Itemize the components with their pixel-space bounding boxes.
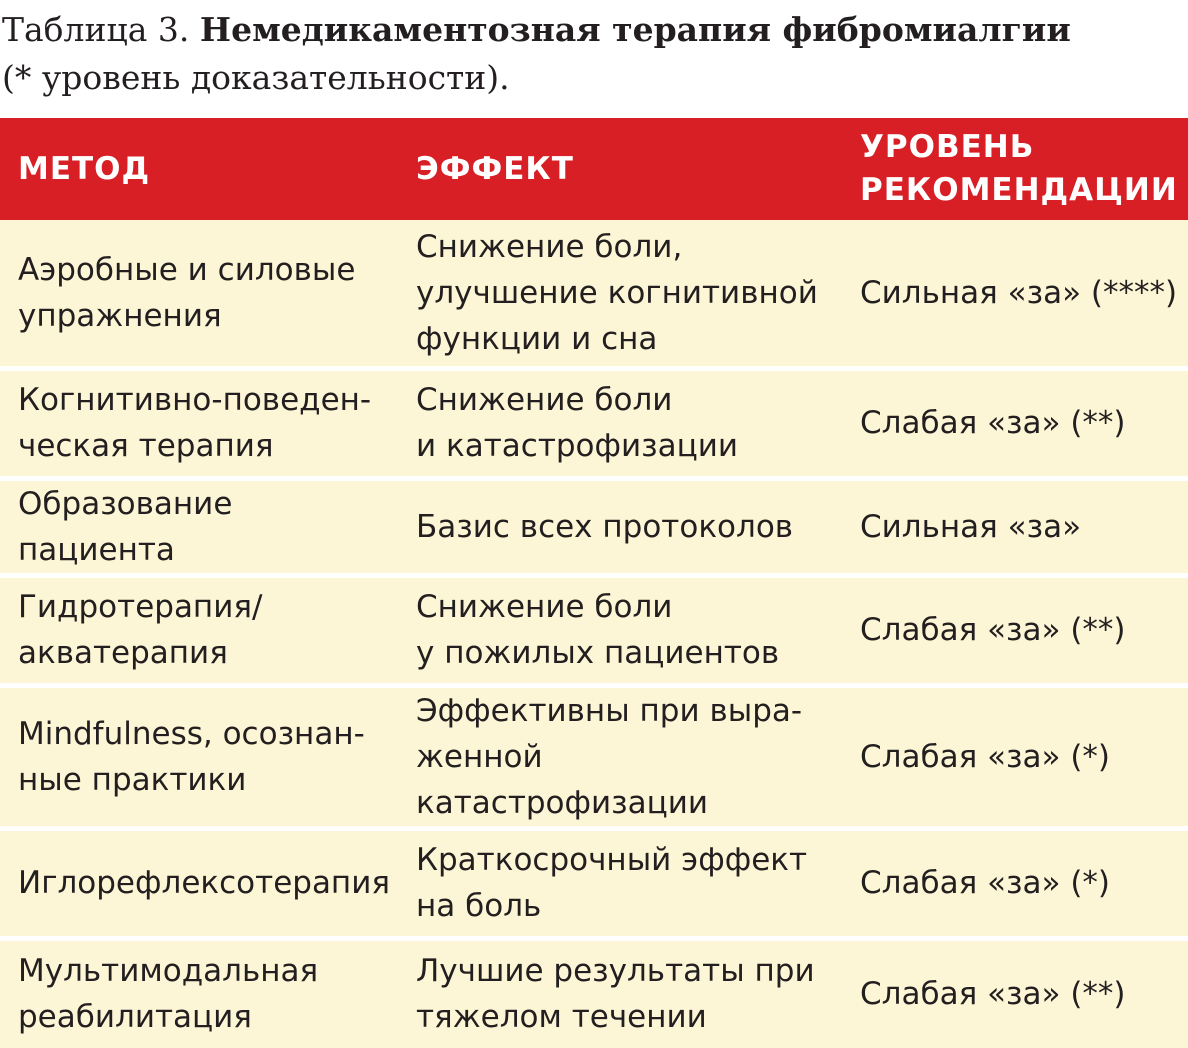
header-method: МЕТОД: [0, 118, 398, 220]
table-row: [0, 685, 1188, 828]
cell-method: Иглорефлексотерапия: [0, 828, 398, 938]
cell-level: Слабая «за» (**): [842, 368, 1188, 478]
cell-level: Слабая «за» (**): [842, 575, 1188, 685]
table-header: [0, 118, 1188, 220]
table-row: [0, 220, 1188, 368]
cell-level: Слабая «за» (*): [842, 828, 1188, 938]
table-row: [0, 575, 1188, 685]
cell-level: Сильная «за» (****): [842, 220, 1188, 368]
cell-method: Гидротерапия/ акватерапия: [0, 575, 398, 685]
table-row: [0, 368, 1188, 478]
table-row: [0, 478, 1188, 575]
cell-method: Мультимодальная реабилитация: [0, 938, 398, 1048]
table-row: [0, 938, 1188, 1048]
cell-method: Образование пациента: [0, 478, 398, 575]
cell-method: Когнитивно-поведен- ческая терапия: [0, 368, 398, 478]
cell-effect: Базис всех протоколов: [398, 478, 842, 575]
cell-level: Слабая «за» (**): [842, 938, 1188, 1048]
cell-effect: Лучшие результаты при тяжелом течении: [398, 938, 842, 1048]
cell-effect: Эффективны при выра- женной катастрофизации: [398, 685, 842, 828]
cell-effect: Снижение боли у пожилых пациентов: [398, 575, 842, 685]
header-effect: ЭФФЕКТ: [398, 118, 842, 220]
cell-level: Сильная «за»: [842, 478, 1188, 575]
cell-effect: Снижение боли и катастрофизации: [398, 368, 842, 478]
cell-effect: Снижение боли, улучшение когнитивной функции и сна: [398, 220, 842, 368]
cell-method: Mindfulness, осознан- ные практики: [0, 685, 398, 828]
cell-method: Аэробные и силовые упражнения: [0, 220, 398, 368]
table-row: [0, 828, 1188, 938]
caption-title: Немедикаментозная терапия фибромиалгии: [199, 10, 1071, 49]
therapy-table: [0, 118, 1188, 1048]
table-caption: [2, 6, 1182, 102]
caption-note: (* уровень доказательности).: [2, 58, 510, 97]
cell-level: Слабая «за» (*): [842, 685, 1188, 828]
header-level: УРОВЕНЬ РЕКОМЕНДАЦИИ: [842, 118, 1188, 220]
cell-effect: Краткосрочный эффект на боль: [398, 828, 842, 938]
table-body: [0, 220, 1188, 1048]
caption-label: Таблица 3.: [2, 10, 190, 49]
